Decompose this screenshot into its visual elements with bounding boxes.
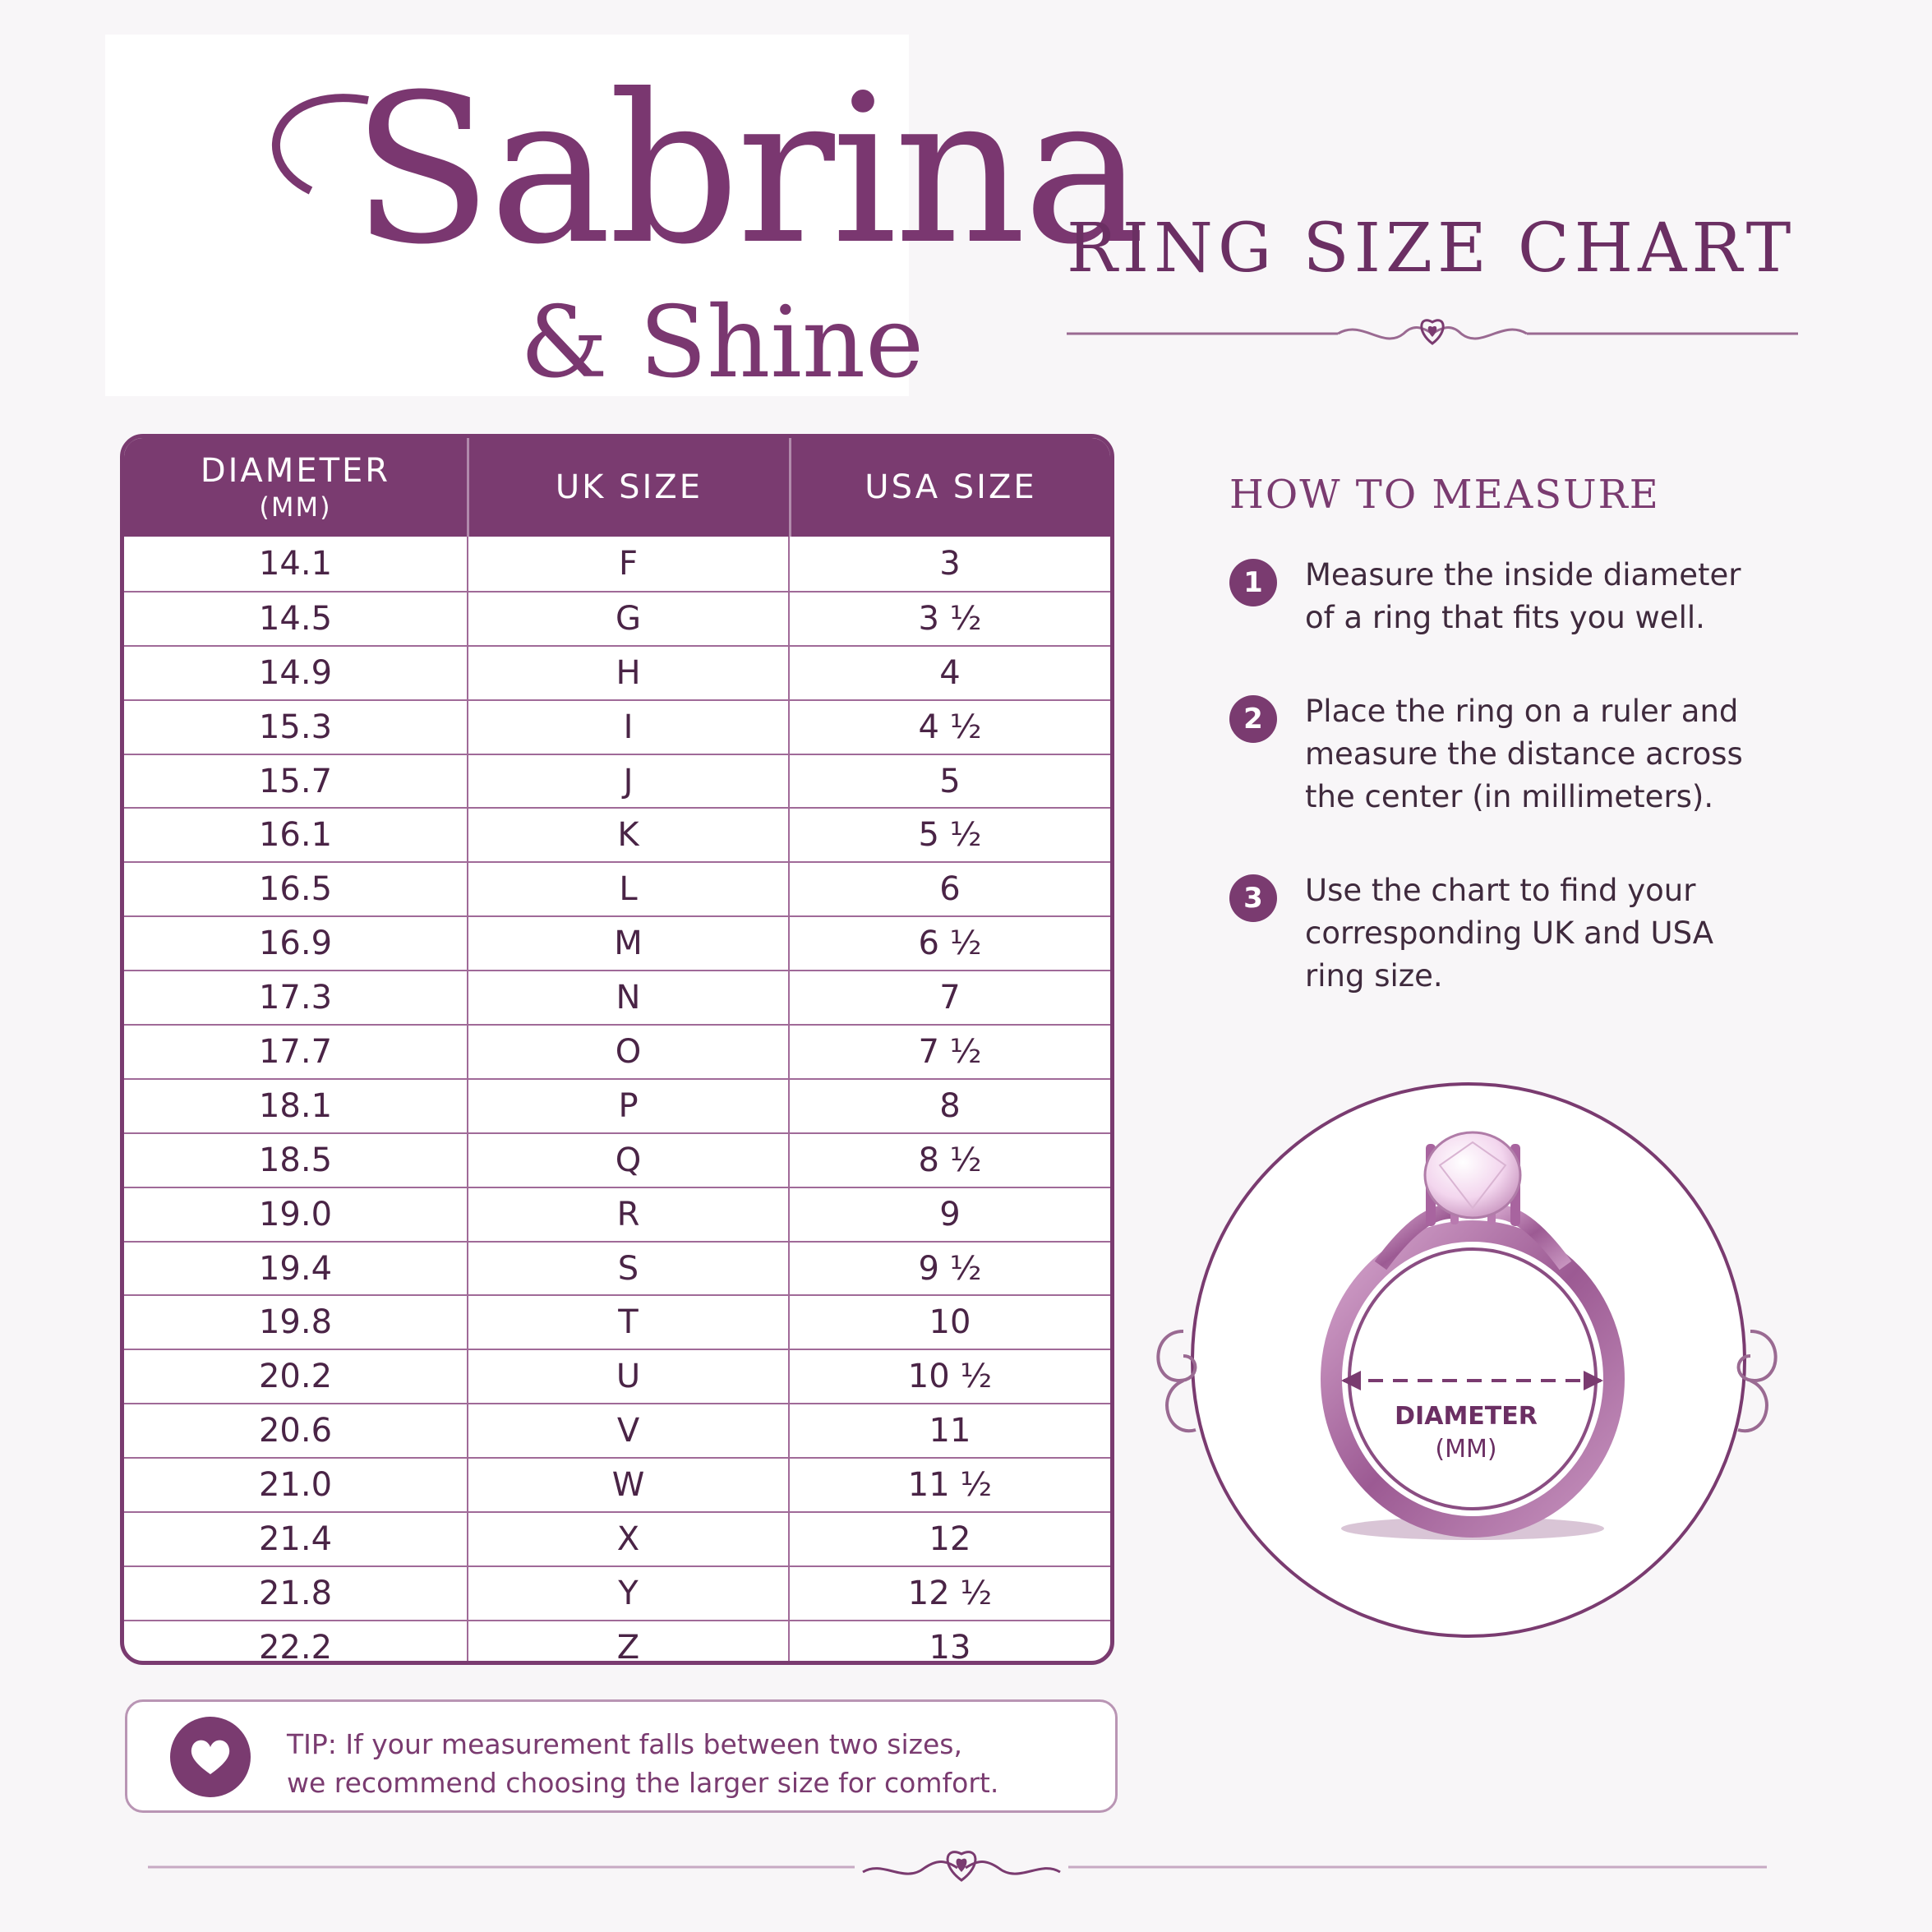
header-diameter-label: DIAMETER	[200, 452, 391, 490]
step-number-3: 3	[1229, 874, 1277, 922]
table-row	[124, 537, 1110, 591]
uk-size-cell: Z	[468, 1621, 790, 1665]
usa-size-cell: 10	[929, 1303, 971, 1342]
diameter-cell: 16.5	[124, 863, 468, 915]
uk-size-cell: S	[468, 1243, 790, 1295]
usa-size-cell: 5	[939, 762, 961, 800]
tip-box	[125, 1699, 1118, 1813]
usa-size-cell: 6	[939, 870, 961, 909]
header-usa-label: USA SIZE	[865, 468, 1037, 506]
how-to-measure-title: HOW TO MEASURE	[1229, 472, 1660, 518]
diameter-cell: 16.1	[124, 809, 468, 861]
diameter-cell: 14.1	[124, 537, 468, 591]
diameter-cell: 16.9	[124, 917, 468, 970]
logo-main-text: Sabrina	[352, 50, 1142, 289]
diameter-cell: 19.8	[124, 1296, 468, 1349]
table-row	[124, 1294, 1110, 1349]
header-usa-size	[791, 438, 1110, 537]
diameter-label-line-1: DIAMETER	[1395, 1402, 1538, 1431]
uk-size-cell: G	[468, 593, 790, 645]
usa-size-cell: 9	[939, 1195, 961, 1233]
usa-size-cell: 7	[939, 979, 961, 1017]
uk-size-cell: N	[468, 971, 790, 1024]
usa-size-cell: 9 ½	[918, 1249, 982, 1288]
usa-size-cell: 3 ½	[918, 599, 982, 638]
table-row	[124, 970, 1110, 1024]
diameter-cell: 19.0	[124, 1188, 468, 1241]
tip-line-1: TIP: If your measurement falls between two sizes,	[287, 1728, 962, 1760]
table-row	[124, 1457, 1110, 1511]
header-uk-size	[469, 438, 791, 537]
usa-size-cell: 8	[939, 1086, 961, 1125]
step-text-1	[1305, 554, 1765, 639]
diameter-label	[1376, 1400, 1556, 1466]
table-row	[124, 1078, 1110, 1132]
usa-size-cell: 4 ½	[918, 708, 982, 746]
usa-size-cell: 11 ½	[907, 1466, 993, 1505]
table-header	[124, 438, 1110, 537]
step-1-line-2: of a ring that fits you well.	[1305, 600, 1705, 635]
diameter-cell: 17.3	[124, 971, 468, 1024]
diameter-cell: 20.6	[124, 1404, 468, 1457]
diameter-cell: 18.5	[124, 1134, 468, 1187]
uk-size-cell: P	[468, 1080, 790, 1132]
usa-size-cell: 12 ½	[907, 1574, 993, 1612]
diameter-cell: 15.3	[124, 701, 468, 754]
step-2	[1229, 690, 1755, 822]
tip-text	[287, 1725, 1092, 1802]
gem-icon	[1425, 1132, 1520, 1218]
logo-sub-text: & Shine	[520, 286, 925, 400]
uk-size-cell: H	[468, 647, 790, 699]
table-row	[124, 861, 1110, 915]
header-diameter-unit: (MM)	[259, 491, 332, 523]
diameter-cell: 18.1	[124, 1080, 468, 1132]
uk-size-cell: V	[468, 1404, 790, 1457]
diameter-cell: 14.9	[124, 647, 468, 699]
usa-size-cell: 8 ½	[918, 1141, 982, 1179]
table-row	[124, 591, 1110, 645]
usa-size-cell: 4	[939, 653, 961, 692]
table-body	[124, 537, 1110, 1665]
step-3-line-1: Use the chart to find your	[1305, 873, 1696, 908]
bottom-divider-ornament	[148, 1839, 1775, 1888]
diameter-cell: 21.0	[124, 1459, 468, 1511]
table-row	[124, 1620, 1110, 1665]
usa-size-cell: 6 ½	[918, 925, 982, 963]
table-row	[124, 1132, 1110, 1187]
step-2-line-3: the center (in millimeters).	[1305, 779, 1714, 814]
uk-size-cell: T	[468, 1296, 790, 1349]
usa-size-cell: 7 ½	[918, 1032, 982, 1071]
diameter-cell: 15.7	[124, 755, 468, 808]
step-1-line-1: Measure the inside diameter	[1305, 557, 1741, 593]
header-diameter	[124, 438, 469, 537]
step-number-2: 2	[1229, 695, 1277, 743]
uk-size-cell: J	[468, 755, 790, 808]
uk-size-cell: Q	[468, 1134, 790, 1187]
uk-size-cell: I	[468, 701, 790, 754]
uk-size-cell: L	[468, 863, 790, 915]
diameter-cell: 20.2	[124, 1350, 468, 1403]
tip-line-2: we recommend choosing the larger size for comfort.	[287, 1767, 999, 1799]
ring-illustration	[1134, 1068, 1808, 1644]
step-1	[1229, 554, 1755, 652]
table-row	[124, 1187, 1110, 1241]
page-title: RING SIZE CHART	[1067, 210, 1796, 288]
uk-size-cell: O	[468, 1026, 790, 1078]
usa-size-cell: 5 ½	[918, 816, 982, 855]
step-number-1: 1	[1229, 559, 1277, 606]
diameter-cell: 21.8	[124, 1567, 468, 1620]
table-row	[124, 1565, 1110, 1620]
table-row	[124, 1241, 1110, 1295]
title-divider-ornament	[1067, 311, 1798, 360]
diameter-cell: 14.5	[124, 593, 468, 645]
usa-size-cell: 3	[939, 544, 961, 583]
diameter-cell: 19.4	[124, 1243, 468, 1295]
step-text-2	[1305, 690, 1765, 818]
table-row	[124, 1403, 1110, 1457]
uk-size-cell: K	[468, 809, 790, 861]
usa-size-cell: 12	[929, 1519, 971, 1558]
uk-size-cell: U	[468, 1350, 790, 1403]
diameter-cell: 21.4	[124, 1513, 468, 1565]
step-3-line-3: ring size.	[1305, 958, 1443, 994]
heart-icon	[170, 1717, 251, 1797]
uk-size-cell: Y	[468, 1567, 790, 1620]
table-row	[124, 1511, 1110, 1565]
table-row	[124, 754, 1110, 808]
table-row	[124, 1349, 1110, 1403]
uk-size-cell: M	[468, 917, 790, 970]
step-3	[1229, 869, 1755, 1001]
brand-logo	[105, 35, 1142, 400]
uk-size-cell: F	[468, 537, 790, 591]
table-row	[124, 645, 1110, 699]
step-3-line-2: corresponding UK and USA	[1305, 915, 1714, 951]
table-row	[124, 807, 1110, 861]
table-row	[124, 915, 1110, 970]
usa-size-cell: 10 ½	[907, 1358, 993, 1396]
uk-size-cell: R	[468, 1188, 790, 1241]
diameter-cell: 22.2	[124, 1621, 468, 1665]
step-text-3	[1305, 869, 1765, 998]
usa-size-cell: 13	[929, 1628, 971, 1665]
table-row	[124, 699, 1110, 754]
uk-size-cell: W	[468, 1459, 790, 1511]
ring-size-table	[120, 434, 1114, 1665]
usa-size-cell: 11	[929, 1412, 971, 1450]
table-row	[124, 1024, 1110, 1078]
diameter-label-line-2: (MM)	[1435, 1435, 1497, 1464]
uk-size-cell: X	[468, 1513, 790, 1565]
step-2-line-1: Place the ring on a ruler and	[1305, 694, 1739, 729]
diameter-cell: 17.7	[124, 1026, 468, 1078]
step-2-line-2: measure the distance across	[1305, 736, 1743, 772]
left-flourish-icon	[1158, 1331, 1196, 1431]
header-uk-label: UK SIZE	[555, 468, 703, 506]
